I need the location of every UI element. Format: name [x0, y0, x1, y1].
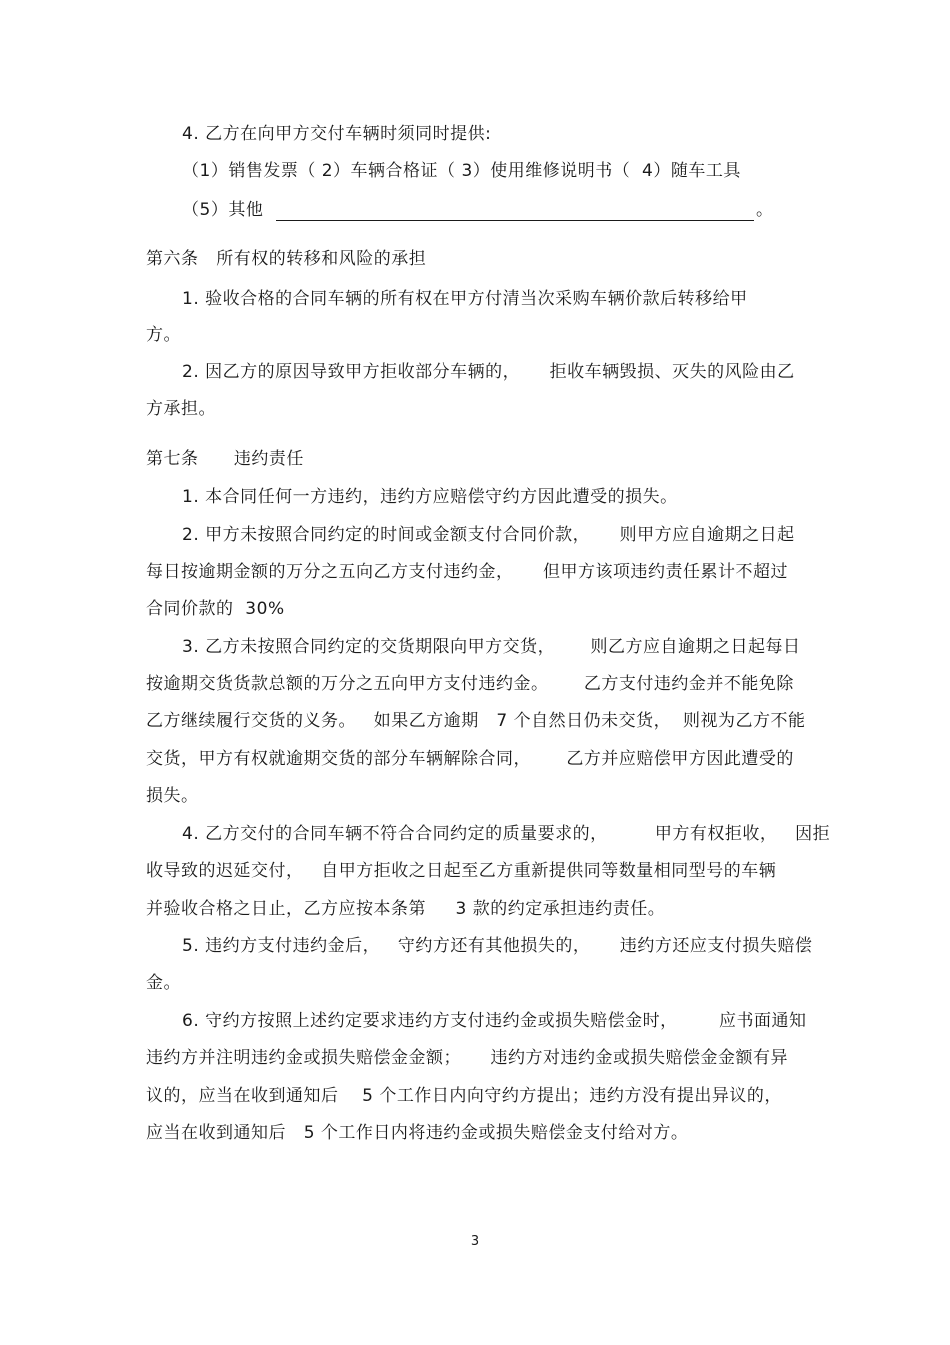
article7-p1-line1: 1. 本合同任何一方违约，违约方应赔偿守约方因此遭受的损失。 — [182, 487, 678, 507]
item4-list-line2-end: 。 — [756, 200, 774, 220]
article7-heading: 第七条 违约责任 — [146, 449, 304, 469]
article7-p2-line3: 合同价款的 30% — [146, 599, 285, 619]
article7-p3-line5: 损失。 — [146, 786, 199, 806]
article6-p1-line1: 1. 验收合格的合同车辆的所有权在甲方付清当次采购车辆价款后转移给甲 — [182, 289, 748, 309]
article7-p5-line2: 金。 — [146, 973, 181, 993]
article6-p2-line2: 方承担。 — [146, 399, 216, 419]
article7-p4-line1: 4. 乙方交付的合同车辆不符合合同约定的质量要求的， 甲方有权拒收， 因拒 — [182, 824, 831, 844]
page-number: 3 — [470, 1234, 480, 1249]
article7-p3-line1: 3. 乙方未按照合同约定的交货期限向甲方交货， 则乙方应自逾期之日起每日 — [182, 637, 801, 657]
article6-heading: 第六条 所有权的转移和风险的承担 — [146, 249, 427, 269]
article6-p2-line1: 2. 因乙方的原因导致甲方拒收部分车辆的， 拒收车辆毁损、灭失的风险由乙 — [182, 362, 795, 382]
article7-p6-line1: 6. 守约方按照上述约定要求违约方支付违约金或损失赔偿金时， 应书面通知 — [182, 1011, 807, 1031]
item4-list-line2-label: （5）其他 — [182, 200, 264, 220]
article7-p4-line2: 收导致的迟延交付， 自甲方拒收之日起至乙方重新提供同等数量相同型号的车辆 — [146, 861, 777, 881]
article7-p4-line3: 并验收合格之日止，乙方应按本条第 3 款的约定承担违约责任。 — [146, 899, 666, 919]
article7-p3-line2: 按逾期交货货款总额的万分之五向甲方支付违约金。 乙方支付违约金并不能免除 — [146, 674, 794, 694]
article6-p1-line2: 方。 — [146, 325, 181, 345]
article7-p5-line1: 5. 违约方支付违约金后， 守约方还有其他损失的， 违约方还应支付损失赔偿 — [182, 936, 813, 956]
article7-p3-line3: 乙方继续履行交货的义务。 如果乙方逾期 7 个自然日仍未交货， 则视为乙方不能 — [146, 711, 806, 731]
article7-p6-line4: 应当在收到通知后 5 个工作日内将违约金或损失赔偿金支付给对方。 — [146, 1123, 689, 1143]
article7-p3-line4: 交货，甲方有权就逾期交货的部分车辆解除合同， 乙方并应赔偿甲方因此遭受的 — [146, 749, 794, 769]
article7-p6-line2: 违约方并注明违约金或损失赔偿金金额； 违约方对违约金或损失赔偿金金额有异 — [146, 1048, 789, 1068]
item4-intro: 4. 乙方在向甲方交付车辆时须同时提供: — [182, 124, 492, 144]
fill-in-blank-line — [276, 220, 754, 221]
item4-list-line1: （1）销售发票（ 2）车辆合格证（ 3）使用维修说明书（ 4）随车工具 — [182, 161, 741, 181]
article7-p2-line1: 2. 甲方未按照合同约定的时间或金额支付合同价款， 则甲方应自逾期之日起 — [182, 525, 795, 545]
article7-p2-line2: 每日按逾期金额的万分之五向乙方支付违约金， 但甲方该项违约责任累计不超过 — [146, 562, 789, 582]
article7-p6-line3: 议的，应当在收到通知后 5 个工作日内向守约方提出；违约方没有提出异议的， — [146, 1086, 782, 1106]
